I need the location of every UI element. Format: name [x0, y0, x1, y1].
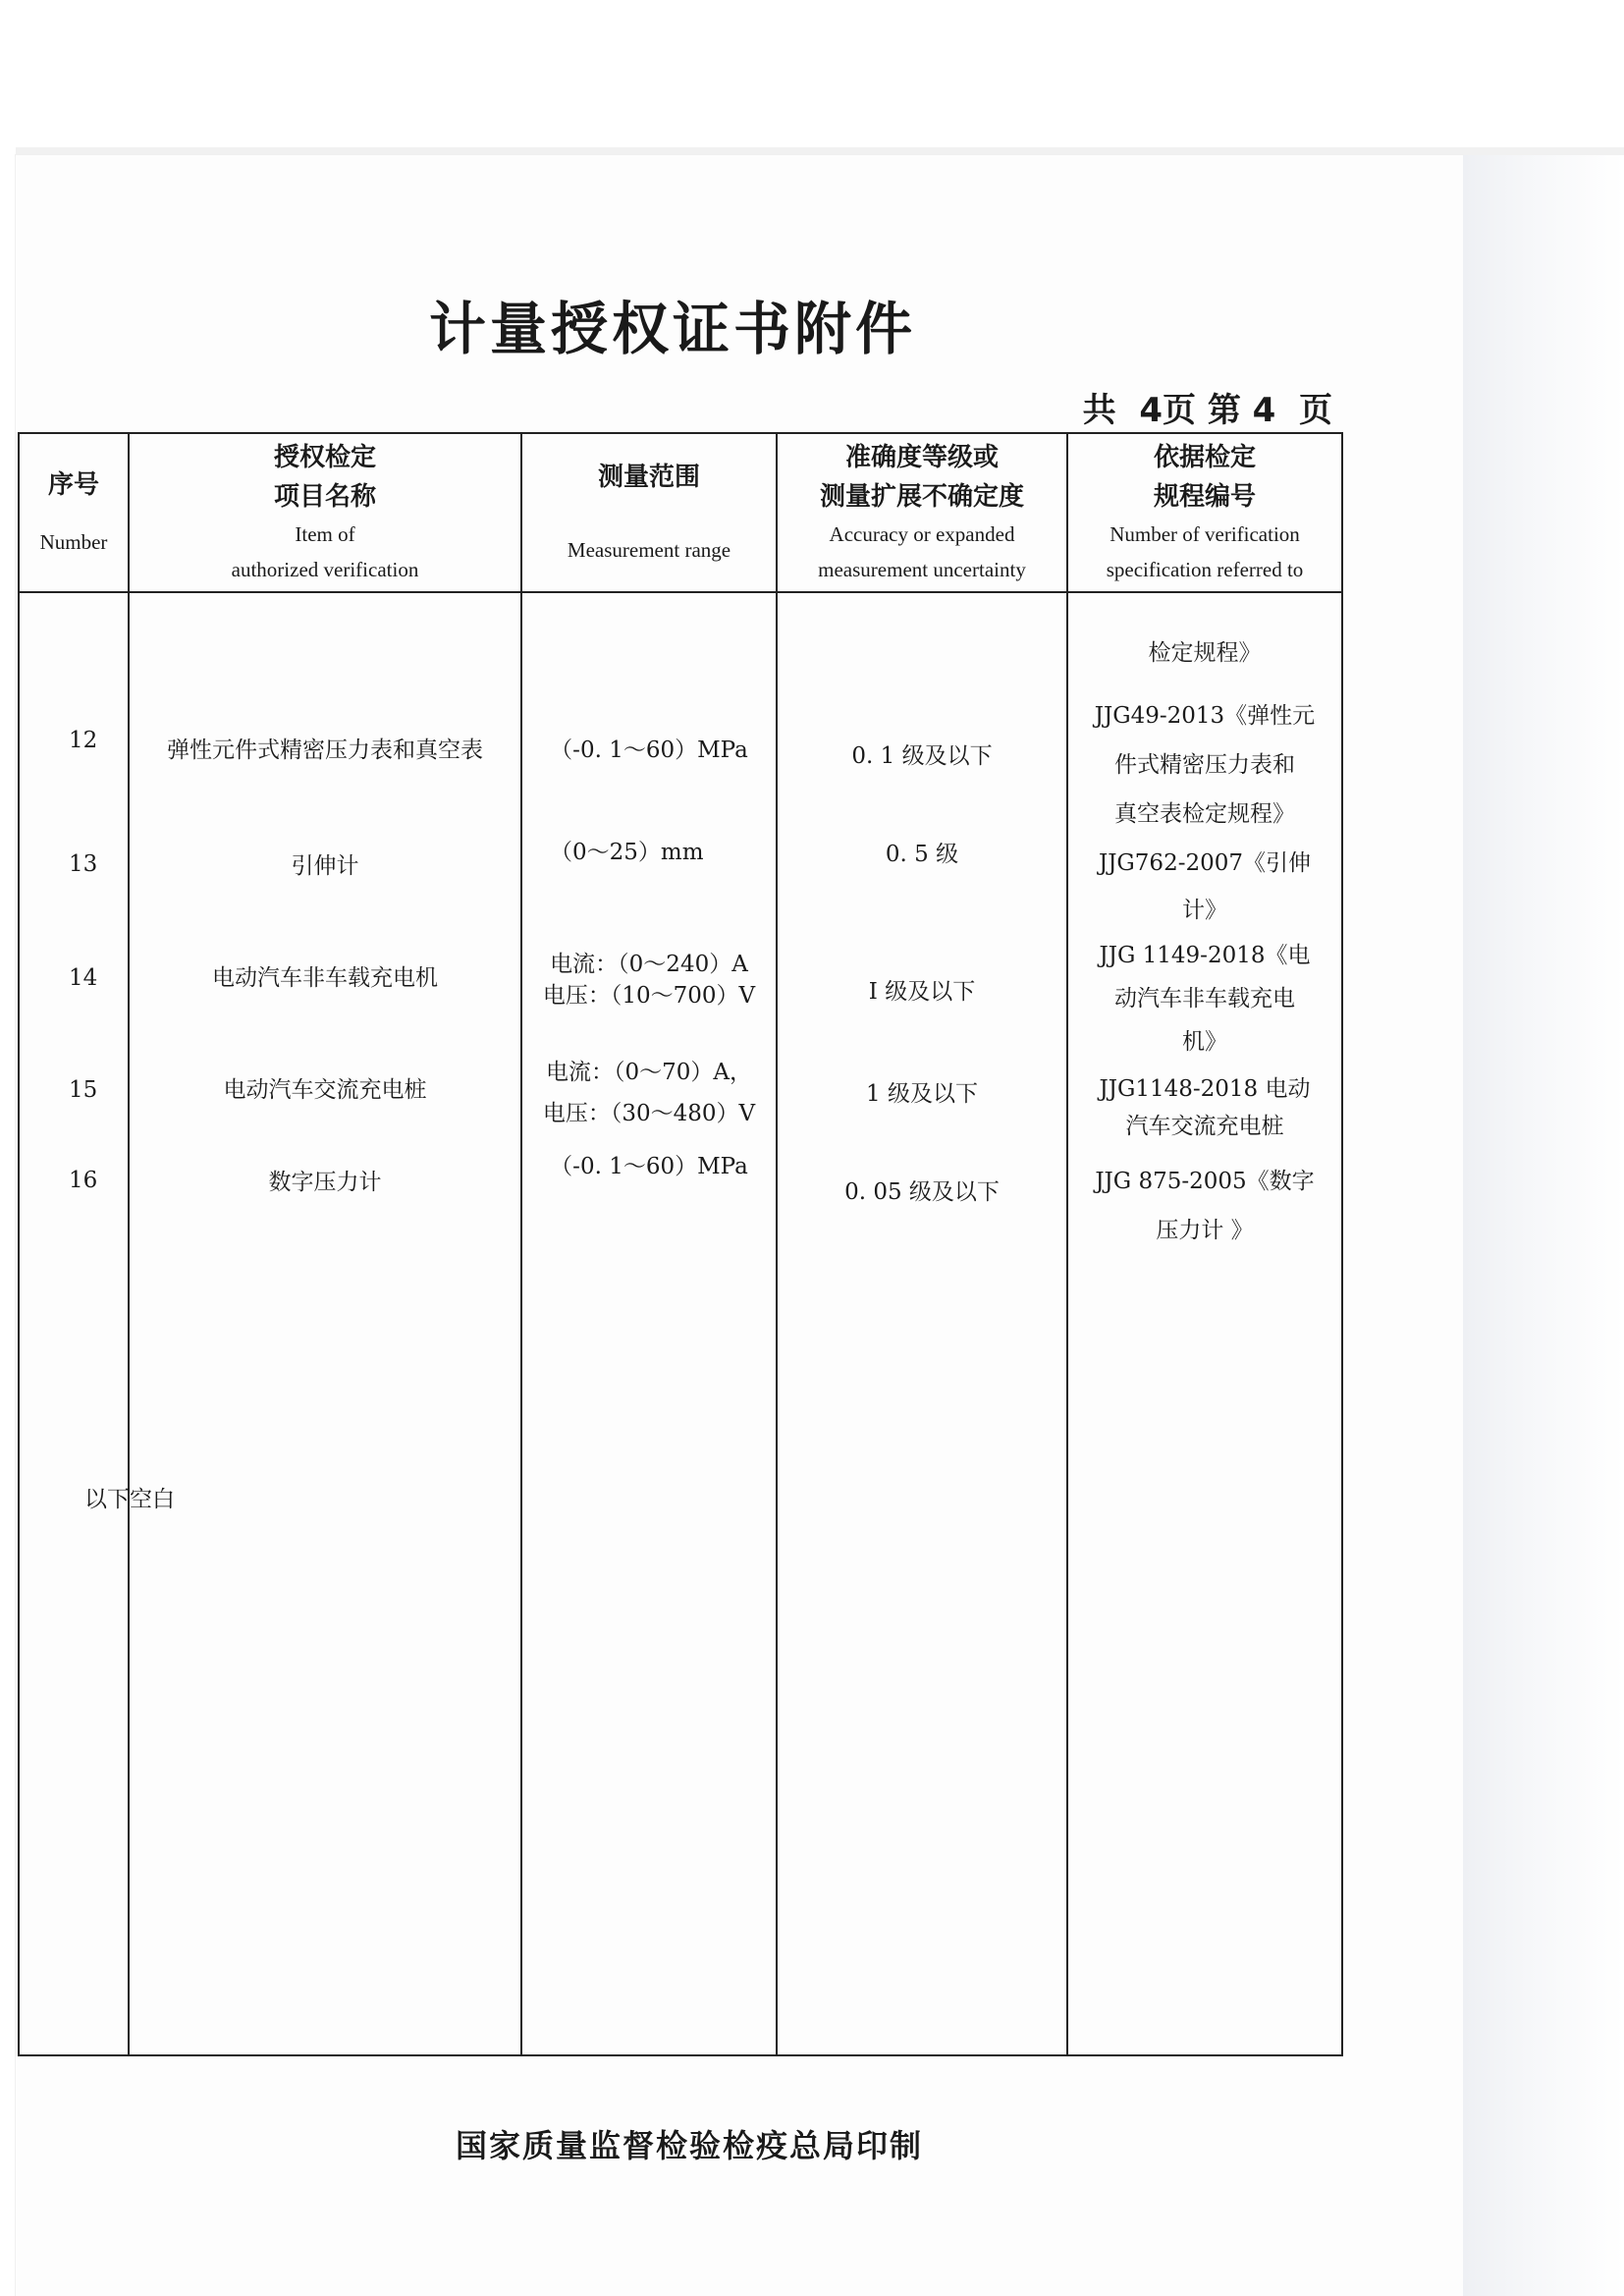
row-16-item: 数字压力计 — [268, 1170, 382, 1195]
row-16-number: 16 — [69, 1168, 98, 1193]
row-12-accuracy: 0. 1 级及以下 — [851, 743, 993, 769]
row-14-accuracy: I 级及以下 — [868, 979, 976, 1005]
header-spec-cn-1: 依据检定 — [1153, 443, 1256, 472]
header-number-en: Number — [39, 530, 108, 554]
header-number-cn: 序号 — [47, 470, 99, 500]
row-14-spec-2: 动汽车非车载充电 — [1114, 986, 1295, 1011]
row-13-spec-2: 计》 — [1182, 898, 1227, 923]
printer-footer: 国家质量监督检验检疫总局印制 — [455, 2127, 923, 2164]
row-14-range-voltage: 电压：（10～700）V — [542, 983, 756, 1009]
scan-right-edge — [1463, 155, 1624, 2296]
row-14-spec-1: JJG 1149-2018《电 — [1099, 943, 1311, 968]
header-accuracy-en-1: Accuracy or expanded — [829, 522, 1015, 546]
header-accuracy-en-2: measurement uncertainty — [818, 558, 1026, 581]
header-number — [19, 433, 129, 592]
table-body-row — [19, 592, 1342, 2055]
row-15-range-current: 电流：（0～70）A， — [545, 1060, 752, 1085]
row-12-item: 弹性元件式精密压力表和真空表 — [167, 738, 483, 763]
authorization-table — [18, 432, 1343, 2056]
header-accuracy-cn-1: 准确度等级或 — [844, 443, 999, 472]
row-13-number: 13 — [69, 851, 98, 877]
row-14-spec-3: 机》 — [1182, 1029, 1227, 1055]
row-16-spec-2: 压力计 》 — [1156, 1218, 1254, 1243]
header-accuracy-cn-2: 测量扩展不确定度 — [819, 482, 1024, 512]
row-15-number: 15 — [69, 1077, 98, 1103]
header-range-en: Measurement range — [567, 538, 731, 562]
row-14-range-current: 电流：（0～240）A — [550, 952, 748, 977]
row-16-range: （-0. 1～60）MPa — [550, 1154, 748, 1179]
row-15-spec-1: JJG1148-2018 电动 — [1099, 1076, 1311, 1102]
header-range-cn: 测量范围 — [597, 463, 700, 492]
row-16-spec-1: JJG 875-2005《数字 — [1095, 1169, 1315, 1194]
header-item-cn-1: 授权检定 — [273, 443, 376, 472]
row-15-spec-2: 汽车交流充电桩 — [1125, 1114, 1284, 1139]
carryover-spec: 检定规程》 — [1148, 640, 1262, 666]
row-12-spec-3: 真空表检定规程》 — [1114, 801, 1295, 827]
row-16-accuracy: 0. 05 级及以下 — [844, 1179, 1000, 1205]
row-13-accuracy: 0. 5 级 — [885, 842, 959, 867]
header-spec — [1067, 433, 1342, 592]
row-13-spec-1: JJG762-2007《引伸 — [1098, 850, 1312, 876]
column-range — [521, 592, 777, 2055]
document-title: 计量授权证书附件 — [428, 296, 916, 362]
header-spec-en-1: Number of verification — [1110, 522, 1300, 546]
header-item-en-2: authorized verification — [231, 558, 419, 581]
header-spec-en-2: specification referred to — [1106, 558, 1304, 581]
table-header-row — [19, 433, 1342, 592]
row-12-range: （-0. 1～60）MPa — [550, 738, 748, 763]
page-indicator: 共 4页 第 4 页 — [1082, 391, 1332, 430]
row-15-range-voltage: 电压：（30～480）V — [542, 1101, 756, 1126]
row-15-item: 电动汽车交流充电桩 — [223, 1077, 427, 1103]
column-spec — [1067, 592, 1342, 2055]
row-14-number: 14 — [69, 965, 98, 991]
row-12-spec-1: JJG49-2013《弹性元 — [1094, 703, 1316, 729]
blank-below-note: 以下空白 — [84, 1487, 175, 1512]
row-12-spec-2: 件式精密压力表和 — [1114, 752, 1295, 778]
header-item — [129, 433, 521, 592]
column-number — [19, 592, 129, 2055]
header-spec-cn-2: 规程编号 — [1153, 482, 1256, 512]
header-item-en-1: Item of — [295, 522, 355, 546]
header-accuracy — [777, 433, 1067, 592]
row-14-item: 电动汽车非车载充电机 — [212, 965, 438, 991]
column-item — [129, 592, 521, 2055]
column-accuracy — [777, 592, 1067, 2055]
row-12-number: 12 — [69, 728, 98, 753]
header-item-cn-2: 项目名称 — [273, 482, 376, 512]
row-13-range: （0～25）mm — [550, 840, 704, 865]
row-15-accuracy: 1 级及以下 — [866, 1081, 978, 1107]
header-range — [521, 433, 777, 592]
row-13-item: 引伸计 — [291, 853, 359, 879]
